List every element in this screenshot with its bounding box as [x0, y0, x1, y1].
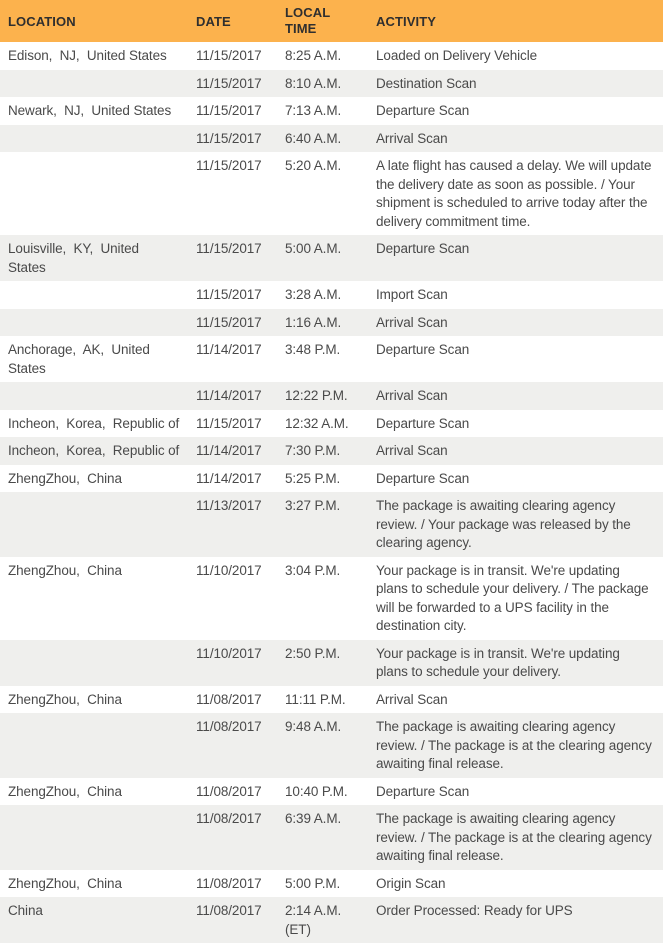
- location-cell: China: [0, 897, 188, 943]
- activity-cell: Your package is in transit. We're updating plans to schedule your delivery.: [368, 640, 663, 686]
- local-time-cell: 5:00 P.M.: [285, 875, 341, 891]
- location-cell: ZhengZhou, China: [8, 562, 122, 578]
- activity-cell: Departure Scan: [376, 783, 470, 799]
- date-cell: 11/14/2017: [196, 342, 262, 357]
- activity-cell: Arrival Scan: [368, 309, 663, 337]
- activity-cell: The package is awaiting clearing agency review. / The package is at the clearing agency awaiting final release.: [368, 805, 663, 870]
- tracking-table-header: [0, 0, 663, 42]
- local-time-cell: 9:48 A.M.: [277, 713, 368, 778]
- local-time-cell: 3:04 P.M.: [285, 562, 341, 578]
- date-cell: 11/14/2017: [188, 382, 277, 410]
- location-cell: [0, 492, 188, 557]
- date-cell: 11/15/2017: [196, 48, 262, 63]
- date-cell: 11/15/2017: [196, 287, 262, 302]
- local-time-cell: 2:14 A.M. (ET): [277, 897, 368, 943]
- local-time-cell: 6:39 A.M.: [277, 805, 368, 870]
- location-cell: Incheon, Korea, Republic of: [0, 437, 188, 465]
- column-header-activity: ACTIVITY: [368, 0, 663, 42]
- location-cell: Edison, NJ, United States: [8, 48, 167, 63]
- table-row: [0, 640, 663, 686]
- table-row: [0, 42, 663, 70]
- table-row: [0, 778, 663, 806]
- table-row: [0, 336, 663, 382]
- local-time-cell: 5:25 P.M.: [285, 470, 341, 486]
- location-cell: [0, 70, 188, 98]
- date-cell: 11/08/2017: [188, 897, 277, 943]
- date-cell: 11/08/2017: [196, 691, 262, 707]
- local-time-cell: 3:48 P.M.: [285, 342, 341, 357]
- column-header-local-time-label: LOCAL TIME: [285, 5, 331, 36]
- date-cell: 11/15/2017: [196, 415, 262, 431]
- activity-cell: Destination Scan: [368, 70, 663, 98]
- activity-cell: Departure Scan: [376, 415, 470, 431]
- tracking-table-body: [0, 42, 663, 943]
- table-row: [0, 70, 663, 98]
- date-cell: 11/15/2017: [188, 235, 277, 281]
- location-cell: [0, 125, 188, 153]
- local-time-cell: 12:22 P.M.: [277, 382, 368, 410]
- date-cell: 11/15/2017: [188, 309, 277, 337]
- column-header-location: LOCATION: [0, 0, 188, 42]
- date-cell: 11/10/2017: [196, 562, 262, 578]
- table-row: [0, 410, 663, 438]
- local-time-cell: 7:13 A.M.: [285, 103, 342, 118]
- local-time-cell: 5:00 A.M.: [277, 235, 368, 281]
- local-time-cell: 2:50 P.M.: [277, 640, 368, 686]
- location-cell: [0, 713, 188, 778]
- activity-cell: Arrival Scan: [376, 691, 448, 707]
- local-time-cell: 6:40 A.M.: [277, 125, 368, 153]
- local-time-cell: 8:10 A.M.: [277, 70, 368, 98]
- location-cell: [0, 152, 188, 235]
- activity-cell: Arrival Scan: [368, 382, 663, 410]
- table-row: [0, 152, 663, 235]
- table-row: [0, 465, 663, 493]
- local-time-cell: 3:27 P.M.: [277, 492, 368, 557]
- location-cell: [0, 382, 188, 410]
- date-cell: 11/13/2017: [188, 492, 277, 557]
- activity-cell: Departure Scan: [376, 342, 470, 357]
- activity-cell: Departure Scan: [376, 103, 470, 118]
- date-cell: 11/15/2017: [188, 70, 277, 98]
- column-header-local-time: [277, 0, 368, 42]
- location-cell: ZhengZhou, China: [8, 783, 122, 799]
- activity-cell: Departure Scan: [368, 235, 663, 281]
- date-cell: 11/14/2017: [188, 437, 277, 465]
- date-cell: 11/10/2017: [188, 640, 277, 686]
- table-row: [0, 713, 663, 778]
- local-time-cell: 12:32 A.M.: [285, 415, 349, 431]
- activity-cell: A late flight has caused a delay. We will update the delivery date as soon as possible. / Your shipment is scheduled to arrive today after the delivery commitment time.: [376, 158, 652, 229]
- activity-cell: Import Scan: [376, 287, 448, 302]
- local-time-cell: 5:20 A.M.: [285, 158, 342, 173]
- location-cell: [0, 281, 188, 309]
- activity-cell: Arrival Scan: [368, 125, 663, 153]
- location-cell: [0, 805, 188, 870]
- local-time-cell: 11:11 P.M.: [285, 691, 346, 707]
- date-cell: 11/14/2017: [196, 470, 262, 486]
- date-cell: 11/15/2017: [188, 125, 277, 153]
- activity-cell: Arrival Scan: [368, 437, 663, 465]
- location-cell: ZhengZhou, China: [8, 875, 122, 891]
- location-cell: Louisville, KY, United States: [0, 235, 188, 281]
- table-row: [0, 235, 663, 281]
- local-time-cell: 10:40 P.M.: [285, 783, 348, 799]
- date-cell: 11/08/2017: [188, 805, 277, 870]
- table-row: [0, 281, 663, 309]
- location-cell: ZhengZhou, China: [8, 691, 122, 707]
- date-cell: 11/08/2017: [196, 783, 262, 799]
- local-time-cell: 1:16 A.M.: [277, 309, 368, 337]
- table-row: [0, 805, 663, 870]
- date-cell: 11/08/2017: [188, 713, 277, 778]
- activity-cell: The package is awaiting clearing agency review. / The package is at the clearing agency awaiting final release.: [368, 713, 663, 778]
- date-cell: 11/08/2017: [196, 875, 262, 891]
- location-cell: ZhengZhou, China: [8, 470, 122, 486]
- activity-cell: Your package is in transit. We're updating plans to schedule your delivery. / The package will be forwarded to a UPS facility in the destination city.: [376, 562, 649, 633]
- activity-cell: Origin Scan: [376, 875, 446, 891]
- column-header-date: DATE: [188, 0, 277, 42]
- local-time-cell: 8:25 A.M.: [285, 48, 342, 63]
- local-time-cell: 7:30 P.M.: [277, 437, 368, 465]
- location-cell: [0, 309, 188, 337]
- table-row: [0, 492, 663, 557]
- table-row: [0, 125, 663, 153]
- activity-cell: Loaded on Delivery Vehicle: [376, 48, 538, 63]
- activity-cell: Order Processed: Ready for UPS: [368, 897, 663, 943]
- table-row: [0, 686, 663, 714]
- local-time-cell: 3:28 A.M.: [285, 287, 342, 302]
- table-row: [0, 309, 663, 337]
- activity-cell: The package is awaiting clearing agency review. / Your package was released by the clearing agency.: [368, 492, 663, 557]
- activity-cell: Departure Scan: [376, 470, 470, 486]
- table-row: [0, 870, 663, 898]
- location-cell: Newark, NJ, United States: [8, 103, 172, 118]
- location-cell: Incheon, Korea, Republic of: [8, 415, 180, 431]
- date-cell: 11/15/2017: [196, 103, 262, 118]
- table-row: [0, 97, 663, 125]
- date-cell: 11/15/2017: [196, 158, 262, 173]
- table-row: [0, 897, 663, 943]
- location-cell: [0, 640, 188, 686]
- table-row: [0, 382, 663, 410]
- table-row: [0, 437, 663, 465]
- table-row: [0, 557, 663, 640]
- location-cell: Anchorage, AK, United States: [8, 342, 154, 376]
